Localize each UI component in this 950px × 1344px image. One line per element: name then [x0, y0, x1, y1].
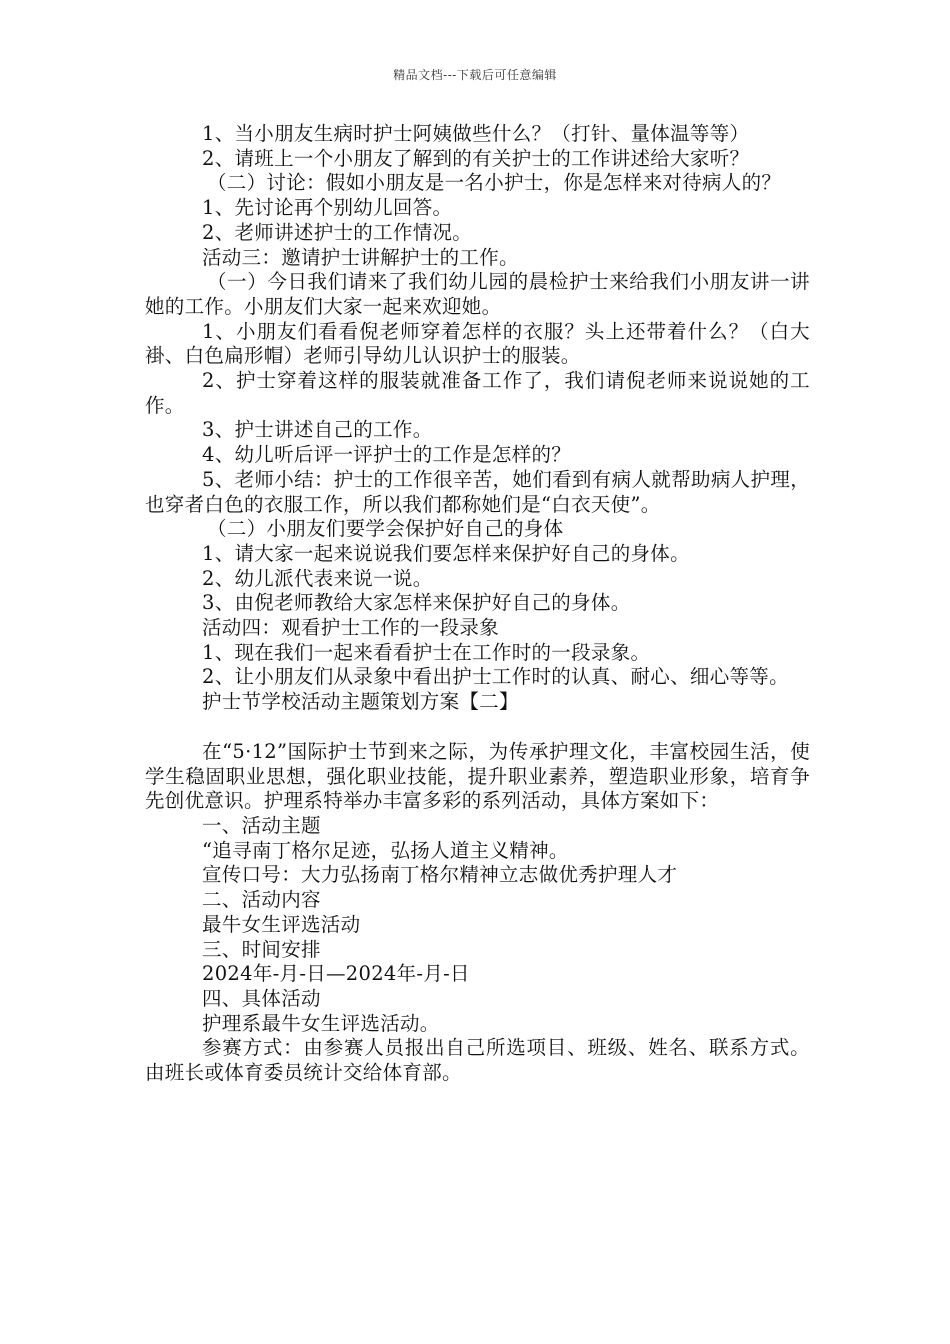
paragraph: 活动三：邀请护士讲解护士的工作。: [202, 245, 519, 269]
paragraph: 宣传口号：大力弘扬南丁格尔精神立志做优秀护理人才: [202, 863, 678, 887]
paragraph: 3、护士讲述自己的工作。: [202, 418, 433, 442]
paragraph: 四、具体活动: [202, 986, 321, 1010]
paragraph: 2024年-月-日—2024年-月-日: [202, 962, 470, 986]
paragraph: （二）小朋友们要学会保护好自己的身体: [207, 517, 564, 541]
paragraph: 2、护士穿着这样的服装就准备工作了，我们请倪老师来说说她的工作。: [145, 369, 810, 417]
page-header: 精品文档---下载后可任意编辑: [393, 68, 557, 82]
document-body: [145, 122, 810, 1086]
paragraph: 二、活动内容: [202, 888, 321, 912]
paragraph: 5、老师小结：护士的工作很辛苦，她们看到有病人就帮助病人护理，也穿者白色的衣服工作，所以我们都称她们是“白衣天使”。: [145, 467, 810, 516]
paragraph: 参赛方式：由参赛人员报出自己所选项目、班级、姓名、联系方式。由班长或体育委员统计交给体育部。: [145, 1036, 810, 1085]
paragraph: 4、幼儿听后评一评护士的工作是怎样的？: [202, 443, 572, 467]
paragraph: （二）讨论：假如小朋友是一名小护士，你是怎样来对待病人的？: [207, 171, 782, 195]
paragraph: “追寻南丁格尔足迹，弘扬人道主义精神。: [202, 838, 569, 862]
paragraph: 2、让小朋友们从录象中看出护士工作时的认真、耐心、细心等等。: [202, 665, 789, 689]
paragraph: 护理系最牛女生评选活动。: [202, 1011, 440, 1035]
paragraph: 1、现在我们一起来看看护士在工作时的一段录象。: [202, 640, 651, 664]
blank-line: [145, 715, 810, 740]
paragraph: 1、当小朋友生病时护士阿姨做些什么？（打针、量体温等等）: [202, 122, 750, 145]
paragraph: 3、由倪老师教给大家怎样来保护好自己的身体。: [202, 591, 631, 615]
paragraph: 活动四：观看护士工作的一段录象: [202, 616, 500, 640]
paragraph: 2、老师讲述护士的工作情况。: [202, 220, 473, 244]
paragraph: 2、请班上一个小朋友了解到的有关护士的工作讲述给大家听？: [202, 146, 750, 170]
paragraph: 1、请大家一起来说说我们要怎样来保护好自己的身体。: [202, 541, 690, 565]
paragraph: 在“5·12”国际护士节到来之际，为传承护理文化，丰富校园生活，使学生稳固职业思想，强化职业技能，提升职业素养，塑造职业形象，培育争先创优意识。护理系特举办丰富多彩的系列活动，具体方案如下：: [145, 739, 810, 813]
section-title: 护士节学校活动主题策划方案【二】: [202, 690, 519, 714]
paragraph: 一、活动主题: [202, 813, 321, 837]
paragraph: （一）今日我们请来了我们幼儿园的晨检护士来给我们小朋友讲一讲她的工作。小朋友们大家一起来欢迎她。: [145, 270, 810, 318]
paragraph: 1、小朋友们看看倪老师穿着怎样的衣服？头上还带着什么？（白大褂、白色扁形帽）老师引导幼儿认识护士的服装。: [145, 319, 810, 368]
paragraph: 1、先讨论再个别幼儿回答。: [202, 196, 453, 220]
paragraph: 最牛女生评选活动: [202, 912, 361, 936]
paragraph: 2、幼儿派代表来说一说。: [202, 566, 433, 590]
paragraph: 三、时间安排: [202, 937, 321, 961]
